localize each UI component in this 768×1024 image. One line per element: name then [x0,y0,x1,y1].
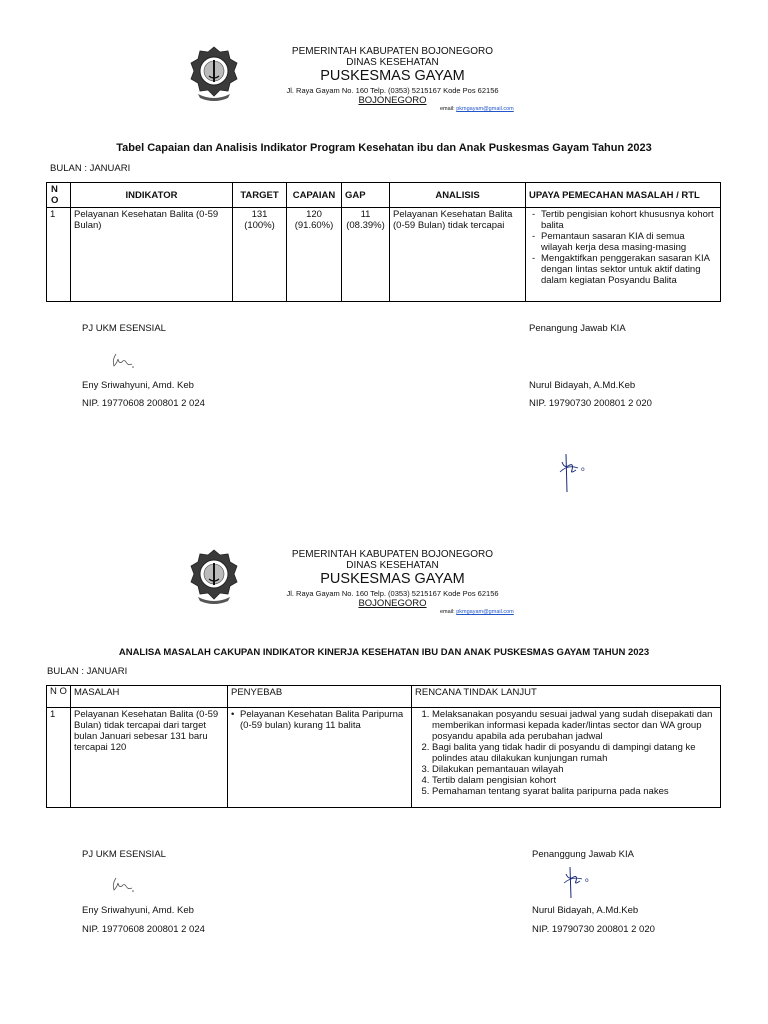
col-penyebab: PENYEBAB [228,686,412,708]
left-sign-name: Eny Sriwahyuni, Amd. Keb [82,380,194,391]
dept-name: DINAS KESEHATAN [346,560,439,571]
left-sign-nip: NIP. 19770608 200801 2 024 [82,398,205,409]
row-no: 1 [47,708,71,808]
email-label: email: [440,609,455,615]
email-label: email: [440,106,455,112]
capaian-value: 120 [306,209,322,220]
row-capaian [287,208,342,302]
col-masalah: MASALAH [71,686,228,708]
city: BOJONEGORO [358,95,427,107]
svg-text:o: o [581,466,585,473]
row-rtl [412,708,721,808]
rtl-item: 1. Melaksanakan posyandu sesuai jadwal yang sudah disepakati dan memberikan informasi kepada kader/lintas sector dan WA group posyandu apabila ada perubahan jadwal [432,709,717,742]
col-gap: GAP [342,183,390,208]
signature-nurul [562,866,598,900]
address: Jl. Raya Gayam No. 160 Telp. (0353) 5215167 Kode Pos 62156 [286,588,499,598]
table1-month: BULAN : JANUARI [50,163,131,174]
right-sign-nip: NIP. 19790730 200801 2 020 [532,924,655,935]
row-gap [342,208,390,302]
table-row [47,708,721,808]
capaian-pct: (91.60%) [294,220,334,231]
rtl-item: 4. Tertib dalam pengisian kohort [432,775,717,786]
email-link[interactable]: pkmgayam@gmail.com [456,106,514,112]
city: BOJONEGORO [358,598,427,610]
puskesmas-name: PUSKESMAS GAYAM [320,571,465,587]
rtl-item: 5. Pemahaman tentang syarat balita paripurna pada nakes [432,786,717,797]
gov-name: PEMERINTAH KABUPATEN BOJONEGORO [291,46,494,57]
upaya-item: - Pemantaun sasaran KIA di semua wilayah kerja desa masing-masing [529,231,717,253]
table1-title: Tabel Capaian dan Analisis Indikator Program Kesehatan ibu dan Anak Puskesmas Gayam Tahun 2023 [116,142,652,154]
col-capaian: CAPAIAN [287,183,342,208]
col-no: N O [47,183,71,208]
col-target: TARGET [233,183,287,208]
dept-name: DINAS KESEHATAN [346,57,439,68]
puskesmas-name: PUSKESMAS GAYAM [320,68,465,84]
right-sign-nip: NIP. 19790730 200801 2 020 [529,398,652,409]
row-target [233,208,287,302]
bojonegoro-logo [190,46,238,104]
row-no: 1 [47,208,71,302]
upaya-item: - Mengaktifkan penggerakan sasaran KIA dengan lintas sektor untuk aktif dating dalam kegiatan Posyandu Balita [529,253,717,286]
address: Jl. Raya Gayam No. 160 Telp. (0353) 5215167 Kode Pos 62156 [286,85,499,95]
table-row [47,208,721,302]
penyebab-item: • Pelayanan Kesehatan Balita Paripurna (0-59 bulan) kurang 11 balita [231,709,408,731]
rtl-item: 2. Bagi balita yang tidak hadir di posyandu di dampingi datang ke polindes atau dilakukan kunjungan rumah [432,742,717,764]
row-upaya [526,208,721,302]
left-sign-name: Eny Sriwahyuni, Amd. Keb [82,905,194,916]
signature-eny [108,874,138,896]
right-sign-role: Penangung Jawab KIA [529,323,626,334]
email-link[interactable]: pkmgayam@gmail.com [456,609,514,615]
row-penyebab [228,708,412,808]
row-analisis: Pelayanan Kesehatan Balita (0-59 Bulan) tidak tercapai [390,208,526,302]
right-sign-name: Nurul Bidayah, A.Md.Keb [532,905,639,916]
gov-name: PEMERINTAH KABUPATEN BOJONEGORO [291,549,494,560]
left-sign-nip: NIP. 19770608 200801 2 024 [82,924,205,935]
col-analisis: ANALISIS [390,183,526,208]
target-pct: (100%) [244,220,275,231]
upaya-item: - Tertib pengisian kohort khususnya kohort balita [529,209,717,231]
col-upaya: UPAYA PEMECAHAN MASALAH / RTL [526,183,721,208]
col-no: N O [47,686,71,708]
right-sign-name: Nurul Bidayah, A.Md.Keb [529,380,636,391]
right-sign-role: Penanggung Jawab KIA [532,849,634,860]
table2-month: BULAN : JANUARI [47,666,128,677]
gap-value: 11 [360,209,371,220]
rtl-item: 3. Dilakukan pemantauan wilayah [432,764,717,775]
svg-text:o: o [585,877,589,884]
left-sign-role: PJ UKM ESENSIAL [82,849,166,860]
capaian-table [46,182,721,302]
signature-eny [108,350,138,372]
bojonegoro-logo [190,549,238,607]
target-value: 131 [251,209,268,220]
col-indikator: INDIKATOR [71,183,233,208]
signature-nurul [558,452,594,494]
table2-title: ANALISA MASALAH CAKUPAN INDIKATOR KINERJA KESEHATAN IBU DAN ANAK PUSKESMAS GAYAM TAHUN 2023 [118,647,650,658]
col-rtl: RENCANA TINDAK LANJUT [412,686,721,708]
analisa-table [46,685,721,808]
row-masalah: Pelayanan Kesehatan Balita (0-59 Bulan) tidak tercapai dari target bulan Januari sebesar 131 baru tercapai 120 [71,708,228,808]
row-indikator: Pelayanan Kesehatan Balita (0-59 Bulan) [71,208,233,302]
gap-pct: (08.39%) [346,220,385,231]
left-sign-role: PJ UKM ESENSIAL [82,323,166,334]
